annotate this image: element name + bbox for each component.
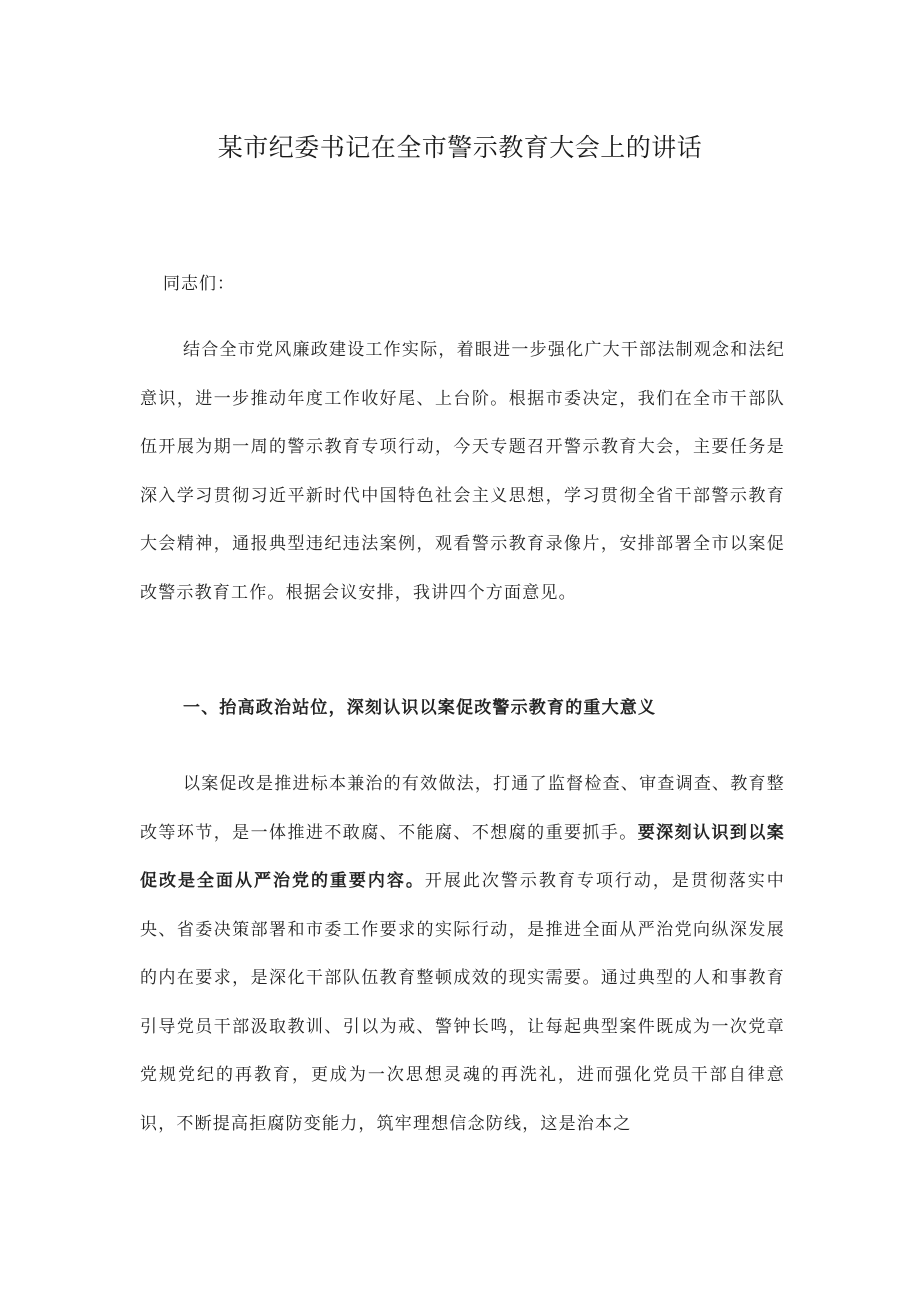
paragraph-section1-part2: 开展此次警示教育专项行动，是贯彻落实中央、省委决策部署和市委工作要求的实际行动，是推进全面从严治党向纵深发展的内在要求，是深化干部队伍教育整顿成效的现实需要。通过典型的人和事教育引导党员干部汲取教训、引以为戒、警钟长鸣，让每起典型案件既成为一次党章党规党纪的再教育，更成为一次思想灵魂的再洗礼，进而强化党员干部自律意识，不断提高拒腐防变能力，筑牢理想信念防线，这是治本之	[140, 871, 785, 1134]
paragraph-intro: 结合全市党风廉政建设工作实际，着眼进一步强化广大干部法制观念和法纪意识，进一步推动年度工作收好尾、上台阶。根据市委决定，我们在全市干部队伍开展为期一周的警示教育专项行动，今天专题召开警示教育大会，主要任务是深入学习贯彻习近平新时代中国特色社会主义思想，学习贯彻全省干部警示教育大会精神，通报典型违纪违法案例，观看警示教育录像片，安排部署全市以案促改警示教育工作。根据会议安排，我讲四个方面意见。	[140, 340, 785, 603]
section-heading-1: 一、抬高政治站位，深刻认识以案促改警示教育的重大意义	[183, 698, 657, 718]
paragraph-section1-emphasis: 要深刻认识到以案促改是全面从严治党的重要内容。	[140, 822, 785, 891]
document-title: 某市纪委书记在全市警示教育大会上的讲话	[217, 133, 703, 162]
paragraph-section1	[140, 760, 785, 1148]
paragraph-section1-part1: 以案促改是推进标本兼治的有效做法，打通了监督检查、审查调查、教育整改等环节，是一体推进不敢腐、不能腐、不想腐的重要抓手。	[140, 774, 785, 843]
salutation: 同志们：	[163, 274, 235, 294]
